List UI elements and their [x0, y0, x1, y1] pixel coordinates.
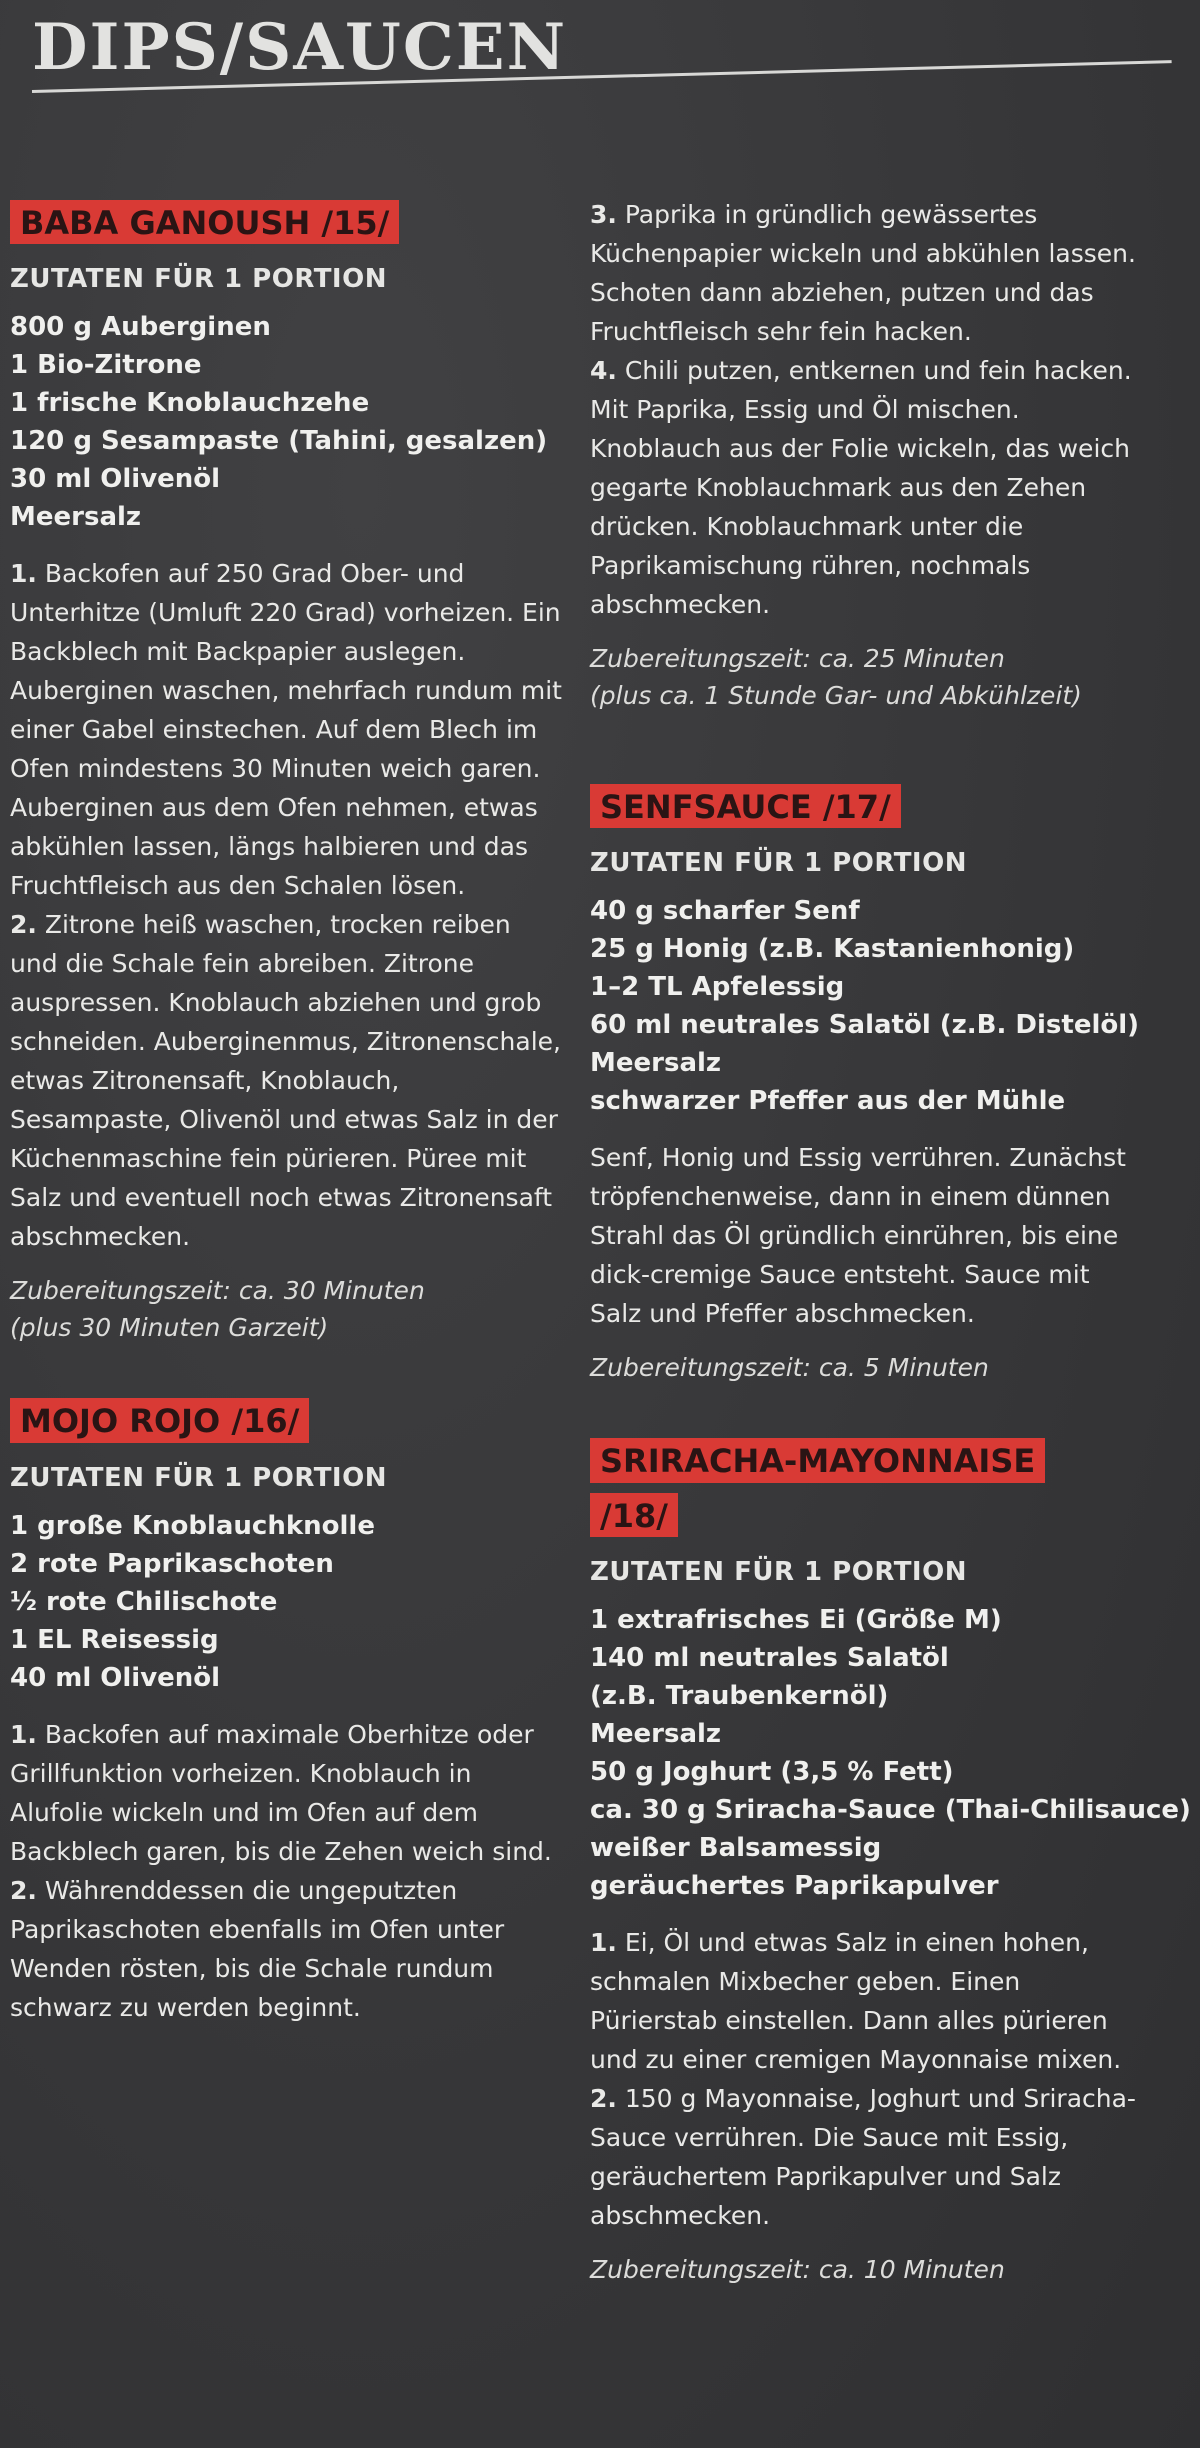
prep-time: Zubereitungszeit: ca. 10 Minuten — [590, 2255, 1005, 2285]
recipe-title: SENFSAUCE /17/ — [590, 784, 901, 828]
step-text: Backofen auf 250 Grad Ober- und Unterhitze (Umluft 220 Grad) vorheizen. Ein Backblech mit Backpapier auslegen. Auberginen waschen, mehrfach rundum mit einer Gabel einstechen. Auf dem Blech im Ofen mindestens 30 Minuten weich garen. Auberginen aus dem Ofen nehmen, etwas abkühlen lassen, längs halbieren und das Fruchtfleisch aus den Schalen lösen. — [10, 559, 562, 901]
ingredient: 140 ml neutrales Salatöl — [590, 1643, 949, 1674]
prep-time-note: (plus 30 Minuten Garzeit) — [10, 1313, 329, 1343]
recipe-mojo-rojo — [10, 1398, 565, 2026]
step-text: Chili putzen, entkernen und fein hacken. Mit Paprika, Essig und Öl mischen. Knoblauch aus der Folie wickeln, das weich gegarte Knoblauchmark aus den Zehen drücken. Knoblauchmark unter die Paprikamischung rühren, nochmals abschmecken. — [590, 356, 1132, 619]
ingredients-heading: ZUTATEN FÜR 1 PORTION — [10, 264, 387, 295]
recipe-senfsauce — [590, 784, 1145, 1386]
ingredient: 60 ml neutrales Salatöl (z.B. Distelöl) — [590, 1010, 1140, 1041]
step-number: 2. — [590, 2084, 617, 2114]
ingredient: 120 g Sesampaste (Tahini, gesalzen) — [10, 426, 548, 457]
recipe-baba-ganoush — [10, 200, 565, 1346]
recipe-title: SRIRACHA-MAYONNAISE — [590, 1438, 1045, 1482]
instruction-step — [590, 351, 1145, 624]
step-number: 2. — [10, 1875, 37, 1905]
ingredient: 1 Bio-Zitrone — [10, 350, 202, 381]
ingredient: ca. 30 g Sriracha-Sauce (Thai-Chilisauce) — [590, 1795, 1191, 1826]
instruction-step — [590, 195, 1145, 351]
ingredient: 25 g Honig (z.B. Kastanienhonig) — [590, 934, 1075, 965]
ingredient-list — [10, 1507, 565, 1697]
ingredient: 1 große Knoblauchknolle — [10, 1510, 375, 1541]
instruction-step — [10, 554, 565, 905]
step-number: 3. — [590, 200, 617, 229]
step-number: 1. — [10, 1719, 37, 1749]
instruction-step — [590, 2079, 1145, 2235]
ingredient: 50 g Joghurt (3,5 % Fett) — [590, 1757, 954, 1788]
ingredient: 1 EL Reisessig — [10, 1624, 219, 1655]
prep-time: Zubereitungszeit: ca. 25 Minuten — [590, 644, 1005, 673]
ingredient: 1 extrafrisches Ei (Größe M) — [590, 1605, 1002, 1636]
ingredient: schwarzer Pfeffer aus der Mühle — [590, 1086, 1066, 1117]
ingredient: Meersalz — [590, 1048, 722, 1079]
instruction-step — [10, 905, 565, 1256]
recipe-title: MOJO ROJO /16/ — [10, 1398, 309, 1442]
step-text: Zitrone heiß waschen, trocken reiben und die Schale fein abreiben. Zitrone auspressen. Knoblauch abziehen und grob schneiden. Auberginenmus, Zitronenschale, etwas Zitronensaft, Knoblauch, Sesampaste, Olivenöl und etwas Salz in der Küchenmaschine fein pürieren. Püree mit Salz und eventuell noch etwas Zitronensaft abschmecken. — [10, 910, 561, 1252]
ingredient: (z.B. Traubenkernöl) — [590, 1681, 889, 1712]
instruction-step — [10, 1871, 565, 2027]
page-title: DIPS/SAUCEN — [32, 10, 568, 85]
ingredient: 40 ml Olivenöl — [10, 1662, 221, 1693]
recipe-mojo-rojo-continued — [590, 195, 1145, 714]
step-number: 4. — [590, 356, 617, 385]
step-text: 150 g Mayonnaise, Joghurt und Sriracha-Sauce verrühren. Die Sauce mit Essig, geräuchertem Paprikapulver und Salz abschmecken. — [590, 2084, 1136, 2231]
instruction-step — [10, 1715, 565, 1871]
ingredients-heading: ZUTATEN FÜR 1 PORTION — [590, 1557, 967, 1588]
step-text: Backofen auf maximale Oberhitze oder Grillfunktion vorheizen. Knoblauch in Alufolie wickeln und im Ofen auf dem Backblech garen, bis die Zehen weich sind. — [10, 1719, 552, 1866]
ingredient: 2 rote Paprikaschoten — [10, 1548, 334, 1579]
step-text: Paprika in gründlich gewässertes Küchenpapier wickeln und abkühlen lassen. Schoten dann abziehen, putzen und das Fruchtfleisch sehr fein hacken. — [590, 200, 1136, 346]
ingredient: ½ rote Chilischote — [10, 1586, 278, 1617]
ingredient: 1–2 TL Apfelessig — [590, 972, 845, 1003]
ingredient-list — [10, 308, 565, 536]
ingredient: 30 ml Olivenöl — [10, 464, 221, 495]
step-text: Währenddessen die ungeputzten Paprikaschoten ebenfalls im Ofen unter Wenden rösten, bis die Schale rundum schwarz zu werden beginnt. — [10, 1875, 505, 2022]
ingredient: weißer Balsamessig — [590, 1833, 882, 1864]
left-column — [10, 200, 565, 2079]
prep-time: Zubereitungszeit: ca. 5 Minuten — [590, 1353, 989, 1383]
ingredient: Meersalz — [10, 502, 142, 533]
ingredients-heading: ZUTATEN FÜR 1 PORTION — [10, 1462, 387, 1493]
prep-time: Zubereitungszeit: ca. 30 Minuten — [10, 1276, 425, 1306]
instruction-text: Senf, Honig und Essig verrühren. Zunächst tröpfenchenweise, dann in einem dünnen Strahl das Öl gründlich einrühren, bis eine dick-cremige Sauce entsteht. Sauce mit Salz und Pfeffer abschmecken. — [590, 1143, 1126, 1329]
instruction-step — [590, 1923, 1145, 2079]
ingredient-list — [590, 1601, 1191, 1905]
recipe-title: BABA GANOUSH /15/ — [10, 200, 399, 244]
right-column — [590, 195, 1191, 2340]
ingredient: 800 g Auberginen — [10, 312, 271, 343]
ingredient: geräuchertes Paprikapulver — [590, 1871, 999, 1902]
step-number: 1. — [590, 1928, 617, 1958]
ingredients-heading: ZUTATEN FÜR 1 PORTION — [590, 848, 967, 879]
ingredient-list — [590, 892, 1145, 1120]
recipe-sriracha-mayonnaise — [590, 1438, 1191, 2288]
step-text: Ei, Öl und etwas Salz in einen hohen, schmalen Mixbecher geben. Einen Pürierstab einstellen. Dann alles pürieren und zu einer cremigen Mayonnaise mixen. — [590, 1928, 1122, 2075]
prep-time-note: (plus ca. 1 Stunde Gar- und Abkühlzeit) — [590, 681, 1082, 710]
ingredient: 40 g scharfer Senf — [590, 896, 860, 927]
step-number: 2. — [10, 910, 37, 940]
recipe-number: /18/ — [590, 1493, 678, 1537]
step-number: 1. — [10, 559, 37, 589]
ingredient: Meersalz — [590, 1719, 722, 1750]
ingredient: 1 frische Knoblauchzehe — [10, 388, 370, 419]
